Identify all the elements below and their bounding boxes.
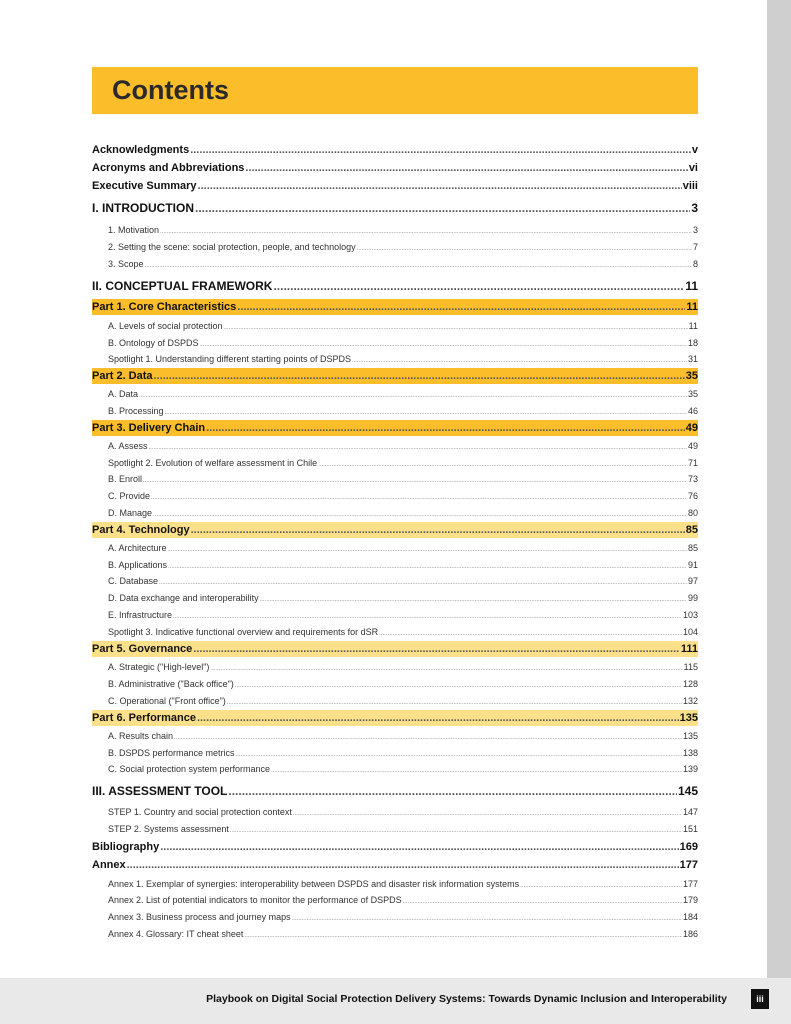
toc-entry-page: 18 <box>687 338 698 348</box>
toc-subentry[interactable] <box>92 762 698 776</box>
toc-entry-label: B. DSPDS performance metrics <box>108 748 235 758</box>
toc-entry-page: 73 <box>687 474 698 484</box>
toc-entry-label: Acronyms and Abbreviations <box>92 162 245 174</box>
toc-entry-label: A. Data <box>108 389 139 399</box>
toc-subentry[interactable] <box>92 387 698 401</box>
toc-entry[interactable] <box>92 143 698 157</box>
toc-entry-page: 138 <box>682 748 698 758</box>
toc-entry-label: 3. Scope <box>108 259 144 269</box>
toc-part[interactable] <box>92 299 698 315</box>
toc-entry-page: 3 <box>692 225 698 235</box>
toc-subentry[interactable] <box>92 574 698 588</box>
toc-entry-page: 97 <box>687 576 698 586</box>
toc-entry-page: 135 <box>679 712 698 724</box>
toc-section[interactable] <box>92 783 698 799</box>
toc-entry-page: 104 <box>682 627 698 637</box>
toc-subentry[interactable] <box>92 660 698 674</box>
toc-entry-page: 11 <box>688 321 698 331</box>
toc-entry-page: 85 <box>687 543 698 553</box>
toc-entry-label: Part 2. Data <box>92 370 153 382</box>
toc-subentry[interactable] <box>92 677 698 691</box>
toc-entry-page: 35 <box>687 389 698 399</box>
toc-subentry[interactable] <box>92 729 698 743</box>
toc-entry-label: D. Data exchange and interoperability <box>108 593 259 603</box>
toc-entry-page: 3 <box>691 201 698 215</box>
toc-entry-label: STEP 1. Country and social protection context <box>108 807 292 817</box>
toc-entry-label: B. Processing <box>108 406 164 416</box>
toc-subentry[interactable] <box>92 805 698 819</box>
toc-entry-page: 35 <box>685 370 698 382</box>
toc-entry-label: Annex 2. List of potential indicators to monitor the performance of DSPDS <box>108 895 402 905</box>
toc-entry-page: 71 <box>687 458 698 468</box>
toc-subentry[interactable] <box>92 352 698 366</box>
toc-subentry[interactable] <box>92 910 698 924</box>
toc-entry-label: A. Strategic ("High-level") <box>108 662 210 672</box>
toc-entry-page: 184 <box>682 912 698 922</box>
toc-entry-page: 99 <box>687 593 698 603</box>
page-title: Contents <box>112 75 229 105</box>
toc-entry-page: 186 <box>682 929 698 939</box>
toc-subentry[interactable] <box>92 625 698 639</box>
toc-subentry[interactable] <box>92 404 698 418</box>
toc-subentry[interactable] <box>92 472 698 486</box>
toc-entry-label: Annex <box>92 859 126 871</box>
toc-entry-label: Spotlight 2. Evolution of welfare assessment in Chile <box>108 458 318 468</box>
toc-entry-label: Part 6. Performance <box>92 712 196 724</box>
toc-subentry[interactable] <box>92 822 698 836</box>
toc-entry-label: D. Manage <box>108 508 153 518</box>
toc-entry-page: 49 <box>685 422 698 434</box>
toc-entry-label: C. Database <box>108 576 159 586</box>
toc-part[interactable] <box>92 522 698 538</box>
toc-subentry[interactable] <box>92 608 698 622</box>
toc-entry-page: 177 <box>679 859 698 871</box>
toc-entry-label: A. Architecture <box>108 543 167 553</box>
toc-entry-page: 177 <box>682 879 698 889</box>
toc-entry-page: 46 <box>687 406 698 416</box>
toc-entry-page: 8 <box>692 259 698 269</box>
toc-entry[interactable] <box>92 858 698 872</box>
toc-entry-label: A. Results chain <box>108 731 174 741</box>
toc-entry-page: 128 <box>682 679 698 689</box>
toc-entry-label: A. Assess <box>108 441 148 451</box>
toc-subentry[interactable] <box>92 336 698 350</box>
toc-entry-page: 139 <box>682 764 698 774</box>
toc-entry-label: Part 4. Technology <box>92 524 190 536</box>
toc-section[interactable] <box>92 278 698 294</box>
toc-entry-page: 179 <box>682 895 698 905</box>
toc-entry-page: 80 <box>687 508 698 518</box>
toc-entry-page: 145 <box>677 784 698 798</box>
toc-subentry[interactable] <box>92 558 698 572</box>
toc-entry-label: Bibliography <box>92 841 160 853</box>
toc-subentry[interactable] <box>92 223 698 237</box>
toc-entry-label: B. Enroll <box>108 474 143 484</box>
toc-entry-label: B. Applications <box>108 560 168 570</box>
toc-entry-page: v <box>691 144 698 156</box>
toc-part[interactable] <box>92 368 698 384</box>
toc-entry-page: vi <box>688 162 698 174</box>
toc-entry-page: viii <box>682 180 698 192</box>
toc-entry-label: Annex 4. Glossary: IT cheat sheet <box>108 929 244 939</box>
toc-entry[interactable] <box>92 840 698 854</box>
toc-entry-label: B. Administrative ("Back office") <box>108 679 234 689</box>
toc-subentry[interactable] <box>92 591 698 605</box>
toc-entry-label: Annex 3. Business process and journey maps <box>108 912 291 922</box>
toc-entry-label: Part 3. Delivery Chain <box>92 422 206 434</box>
toc-subentry[interactable] <box>92 506 698 520</box>
page-number: iii <box>751 989 769 1009</box>
toc-entry-label: Executive Summary <box>92 180 197 192</box>
toc-entry-label: A. Levels of social protection <box>108 321 223 331</box>
toc-entry-page: 11 <box>686 301 698 313</box>
toc-entry-page: 169 <box>679 841 698 853</box>
toc-subentry[interactable] <box>92 240 698 254</box>
toc-entry-label: I. INTRODUCTION <box>92 201 194 215</box>
toc-part[interactable] <box>92 641 698 657</box>
toc-entry-page: 85 <box>685 524 698 536</box>
toc-entry-label: 2. Setting the scene: social protection, people, and technology <box>108 242 356 252</box>
contents-header-band <box>92 67 698 114</box>
toc-entry-page: 132 <box>682 696 698 706</box>
toc-entry[interactable] <box>92 161 698 175</box>
toc-entry-label: E. Infrastructure <box>108 610 173 620</box>
toc-subentry[interactable] <box>92 439 698 453</box>
toc-entry-page: 151 <box>682 824 698 834</box>
toc-part[interactable] <box>92 420 698 436</box>
toc-subentry[interactable] <box>92 927 698 941</box>
toc-subentry[interactable] <box>92 877 698 891</box>
toc-entry-label: Part 5. Governance <box>92 643 193 655</box>
toc-entry-label: Part 1. Core Characteristics <box>92 301 237 313</box>
toc-subentry[interactable] <box>92 694 698 708</box>
toc-entry-label: Acknowledgments <box>92 144 190 156</box>
toc-entry-page: 76 <box>687 491 698 501</box>
toc-entry-page: 11 <box>685 279 698 293</box>
toc-entry-label: C. Social protection system performance <box>108 764 271 774</box>
toc-entry-label: B. Ontology of DSPDS <box>108 338 199 348</box>
toc-entry-label: 1. Motivation <box>108 225 160 235</box>
toc-subentry[interactable] <box>92 489 698 503</box>
footer-title: Playbook on Digital Social Protection Delivery Systems: Towards Dynamic Inclusion and Interoperability <box>206 993 727 1005</box>
toc-entry-page: 31 <box>687 354 698 364</box>
toc-entry-page: 147 <box>682 807 698 817</box>
toc-subentry[interactable] <box>92 746 698 760</box>
toc-entry-page: 135 <box>682 731 698 741</box>
toc-entry-page: 103 <box>682 610 698 620</box>
toc-entry-page: 7 <box>692 242 698 252</box>
toc-entry-page: 115 <box>683 662 698 672</box>
toc-entry-label: C. Provide <box>108 491 151 501</box>
toc-subentry[interactable] <box>92 257 698 271</box>
toc-entry-label: C. Operational ("Front office") <box>108 696 226 706</box>
toc-subentry[interactable] <box>92 456 698 470</box>
toc-subentry[interactable] <box>92 319 698 333</box>
toc-entry-label: Spotlight 1. Understanding different starting points of DSPDS <box>108 354 351 364</box>
side-strip <box>767 0 791 1024</box>
toc-entry-page: 49 <box>687 441 698 451</box>
toc-entry-label: III. ASSESSMENT TOOL <box>92 784 228 798</box>
toc-section[interactable] <box>92 200 698 216</box>
toc-entry-label: Spotlight 3. Indicative functional overview and requirements for dSR <box>108 627 379 637</box>
toc-entry-label: STEP 2. Systems assessment <box>108 824 229 834</box>
toc-entry-page: 91 <box>687 560 698 570</box>
toc-entry-label: Annex 1. Exemplar of synergies: interoperability between DSPDS and disaster risk information systems <box>108 879 520 889</box>
toc-subentry[interactable] <box>92 893 698 907</box>
toc-entry-label: II. CONCEPTUAL FRAMEWORK <box>92 279 273 293</box>
toc-entry[interactable] <box>92 179 698 193</box>
toc-part[interactable] <box>92 710 698 726</box>
toc-subentry[interactable] <box>92 541 698 555</box>
toc-entry-page: 111 <box>680 643 698 655</box>
